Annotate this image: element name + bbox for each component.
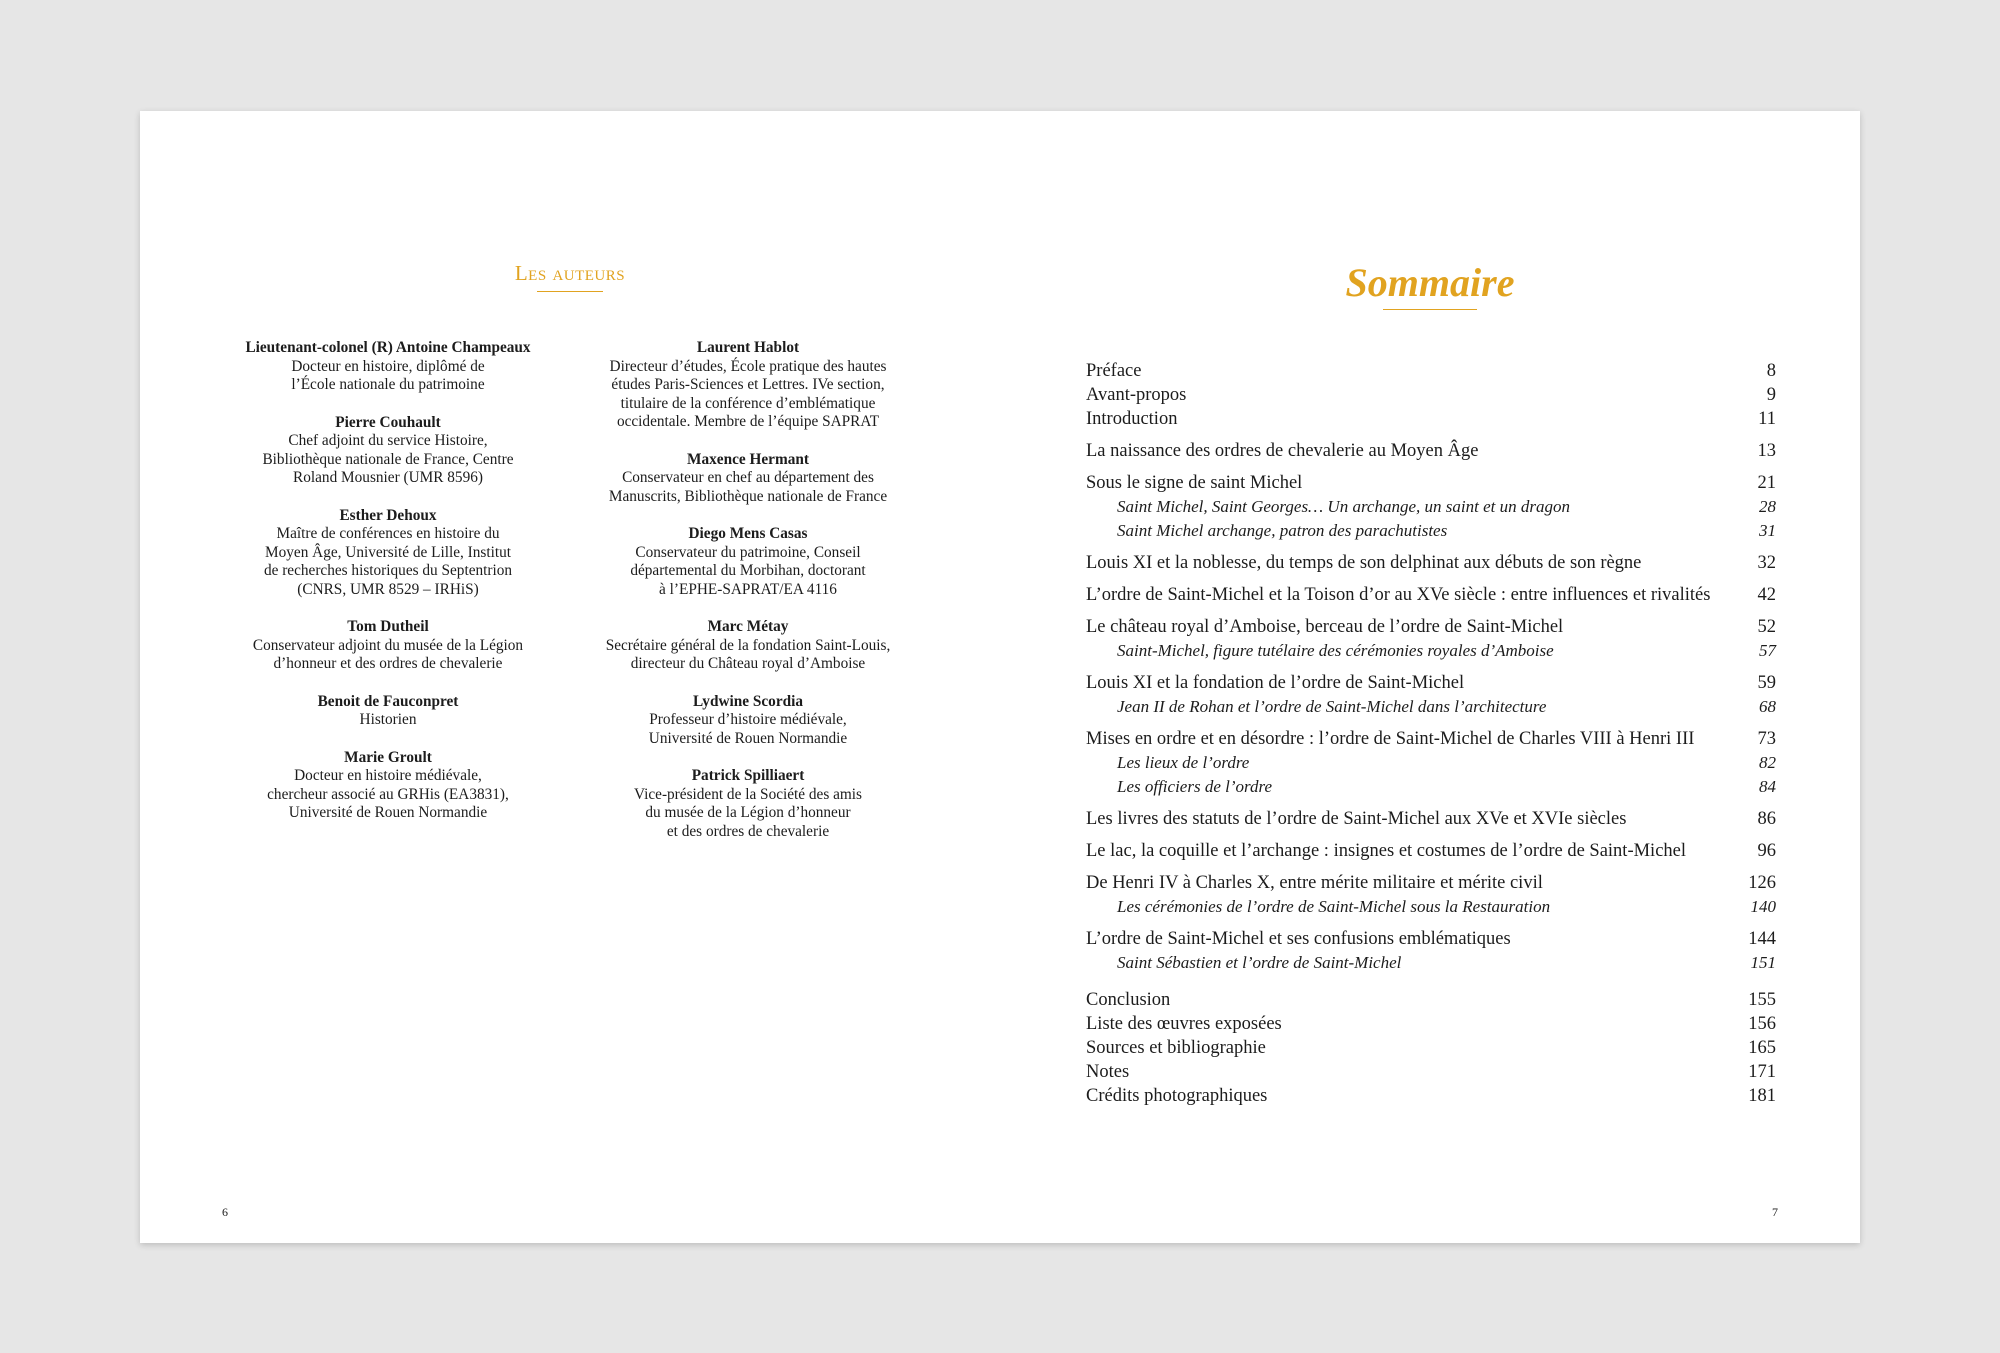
authors-column-1 — [228, 339, 548, 842]
toc-page-number: 9 — [1766, 385, 1776, 405]
author-entry — [588, 693, 908, 749]
authors-column-2 — [588, 339, 908, 860]
toc-group — [1086, 551, 1776, 575]
toc-label: Sources et bibliographie — [1086, 1038, 1266, 1058]
toc-page-number: 181 — [1748, 1086, 1776, 1106]
author-description: Historien — [359, 711, 417, 728]
toc-label: Sous le signe de saint Michel — [1086, 473, 1303, 493]
toc-entry — [1086, 1084, 1776, 1108]
toc-page-number: 28 — [1759, 497, 1776, 516]
right-page — [1000, 111, 1860, 1243]
toc-subentry — [1086, 775, 1776, 799]
author-name: Marc Métay — [707, 618, 789, 635]
toc-page-number: 31 — [1759, 521, 1776, 540]
toc-label: Crédits photographiques — [1086, 1086, 1268, 1106]
toc-page-number: 171 — [1748, 1062, 1776, 1082]
toc-label: Les lieux de l’ordre — [1117, 753, 1250, 772]
author-description: Vice-président de la Société des amis du musée de la Légion d’honneur et des ordres de chevalerie — [633, 785, 863, 840]
toc-page-number: 59 — [1757, 673, 1776, 693]
author-name: Diego Mens Casas — [688, 525, 808, 542]
toc-page-number: 155 — [1748, 990, 1776, 1010]
toc-entry — [1086, 1036, 1776, 1060]
toc-page-number: 68 — [1759, 697, 1776, 716]
toc-subentry — [1086, 695, 1776, 719]
author-entry — [228, 507, 548, 600]
author-name: Tom Dutheil — [347, 618, 429, 635]
toc-page-number: 151 — [1750, 953, 1776, 972]
author-description: Professeur d’histoire médiévale, Université de Rouen Normandie — [648, 711, 848, 747]
author-entry — [228, 414, 548, 488]
author-description: Docteur en histoire médiévale, chercheur associé au GRHis (EA3831), Université de Rouen Normandie — [267, 767, 509, 821]
toc-group — [1086, 615, 1776, 663]
toc-label: Jean II de Rohan et l’ordre de Saint-Michel dans l’architecture — [1117, 697, 1547, 716]
toc-page-number: 82 — [1759, 753, 1776, 772]
toc-label: Conclusion — [1086, 990, 1171, 1010]
author-name: Esther Dehoux — [339, 506, 437, 524]
table-of-contents — [1086, 359, 1776, 1116]
author-name: Maxence Hermant — [687, 450, 809, 468]
toc-entry — [1086, 583, 1776, 607]
toc-group — [1086, 839, 1776, 863]
toc-subentry — [1086, 639, 1776, 663]
toc-group — [1086, 927, 1776, 975]
author-entry — [228, 749, 548, 823]
toc-group — [1086, 359, 1776, 431]
author-name: Laurent Hablot — [696, 339, 800, 356]
toc-label: Liste des œuvres exposées — [1086, 1014, 1282, 1034]
toc-page-number: 21 — [1757, 473, 1776, 493]
toc-group — [1086, 471, 1776, 543]
toc-page-number: 86 — [1757, 809, 1776, 829]
author-entry — [588, 618, 908, 674]
toc-page-number: 13 — [1757, 441, 1776, 461]
toc-entry — [1086, 359, 1776, 383]
toc-label: Louis XI et la fondation de l’ordre de Saint-Michel — [1086, 673, 1465, 693]
toc-page-number: 42 — [1757, 585, 1776, 605]
author-name: Patrick Spilliaert — [691, 767, 805, 784]
toc-label: Préface — [1086, 361, 1142, 381]
author-entry — [588, 525, 908, 599]
toc-entry — [1086, 927, 1776, 951]
author-description: Docteur en histoire, diplômé de l’École nationale du patrimoine — [291, 357, 485, 393]
author-entry — [228, 618, 548, 674]
toc-label: L’ordre de Saint-Michel et ses confusions emblématiques — [1086, 929, 1511, 949]
toc-page-number: 156 — [1748, 1014, 1776, 1034]
toc-entry — [1086, 439, 1776, 463]
author-name: Lieutenant-colonel (R) Antoine Champeaux — [245, 339, 531, 356]
author-name: Pierre Couhault — [335, 413, 441, 431]
toc-entry — [1086, 988, 1776, 1012]
toc-entry — [1086, 1012, 1776, 1036]
toc-page-number: 165 — [1748, 1038, 1776, 1058]
author-description: Chef adjoint du service Histoire, Bibliothèque nationale de France, Centre Roland Mousnier (UMR 8596) — [262, 432, 514, 486]
toc-entry — [1086, 871, 1776, 895]
toc-entry — [1086, 671, 1776, 695]
toc-group — [1086, 583, 1776, 607]
toc-entry — [1086, 727, 1776, 751]
author-entry — [228, 339, 548, 395]
toc-subentry — [1086, 751, 1776, 775]
page-number-right: 7 — [1772, 1205, 1778, 1219]
toc-group — [1086, 439, 1776, 463]
author-entry — [588, 767, 908, 841]
toc-label: Les livres des statuts de l’ordre de Saint-Michel aux XVe et XVIe siècles — [1086, 809, 1627, 829]
author-description: Secrétaire général de la fondation Saint-Louis, directeur du Château royal d’Amboise — [605, 636, 891, 672]
toc-label: Saint Sébastien et l’ordre de Saint-Michel — [1117, 953, 1402, 972]
toc-label: Les officiers de l’ordre — [1117, 777, 1273, 796]
toc-page-number: 84 — [1759, 777, 1776, 796]
toc-label: Mises en ordre et en désordre : l’ordre de Saint-Michel de Charles VIII à Henri III — [1086, 729, 1695, 749]
toc-label: L’ordre de Saint-Michel et la Toison d’or au XVe siècle : entre influences et rivalités — [1086, 585, 1711, 605]
author-description: Conservateur en chef au département des Manuscrits, Bibliothèque nationale de France — [608, 469, 888, 505]
toc-label: Le château royal d’Amboise, berceau de l’ordre de Saint-Michel — [1086, 617, 1564, 637]
toc-page-number: 73 — [1757, 729, 1776, 749]
author-entry — [588, 451, 908, 507]
toc-page-number: 8 — [1766, 361, 1776, 381]
toc-subentry — [1086, 495, 1776, 519]
toc-group — [1086, 671, 1776, 719]
author-entry — [588, 339, 908, 432]
toc-label: Les cérémonies de l’ordre de Saint-Michel sous la Restauration — [1117, 897, 1551, 916]
toc-entry — [1086, 839, 1776, 863]
author-entry — [228, 693, 548, 730]
toc-page-number: 57 — [1759, 641, 1776, 660]
toc-entry — [1086, 807, 1776, 831]
author-name: Lydwine Scordia — [692, 692, 804, 710]
toc-page-number: 32 — [1757, 553, 1776, 573]
toc-group — [1086, 871, 1776, 919]
toc-label: Saint Michel archange, patron des parachutistes — [1117, 521, 1448, 540]
toc-entry — [1086, 615, 1776, 639]
toc-entry — [1086, 1060, 1776, 1084]
toc-label: Saint Michel, Saint Georges… Un archange, un saint et un dragon — [1117, 497, 1570, 516]
toc-subentry — [1086, 895, 1776, 919]
book-spread — [140, 111, 1860, 1243]
toc-entry — [1086, 383, 1776, 407]
toc-page-number: 126 — [1748, 873, 1776, 893]
toc-group — [1086, 807, 1776, 831]
toc-label: Notes — [1086, 1062, 1130, 1082]
authors-heading: Les auteurs — [140, 261, 1000, 292]
toc-label: Saint-Michel, figure tutélaire des cérémonies royales d’Amboise — [1117, 641, 1554, 660]
author-description: Conservateur adjoint du musée de la Légion d’honneur et des ordres de chevalerie — [252, 636, 524, 672]
toc-page-number: 96 — [1757, 841, 1776, 861]
page-number-left: 6 — [222, 1205, 228, 1219]
toc-label: De Henri IV à Charles X, entre mérite militaire et mérite civil — [1086, 873, 1543, 893]
toc-group — [1086, 988, 1776, 1108]
toc-label: Le lac, la coquille et l’archange : insignes et costumes de l’ordre de Saint-Michel — [1086, 841, 1687, 861]
toc-page-number: 144 — [1748, 929, 1776, 949]
toc-page-number: 11 — [1758, 409, 1776, 429]
author-description: Conservateur du patrimoine, Conseil départemental du Morbihan, doctorant à l’EPHE-SAPRAT/EA 4116 — [630, 543, 866, 598]
toc-page-number: 52 — [1757, 617, 1776, 637]
toc-entry — [1086, 407, 1776, 431]
toc-entry — [1086, 551, 1776, 575]
toc-entry — [1086, 471, 1776, 495]
author-name: Marie Groult — [344, 748, 432, 766]
summary-heading: Sommaire — [1000, 259, 1860, 310]
toc-label: Avant-propos — [1086, 385, 1187, 405]
toc-label: Louis XI et la noblesse, du temps de son delphinat aux débuts de son règne — [1086, 553, 1642, 573]
toc-label: Introduction — [1086, 409, 1178, 429]
toc-page-number: 140 — [1750, 897, 1776, 916]
left-page — [140, 111, 1000, 1243]
toc-group — [1086, 727, 1776, 799]
author-name: Benoit de Fauconpret — [317, 692, 459, 710]
toc-label: La naissance des ordres de chevalerie au Moyen Âge — [1086, 441, 1479, 461]
toc-subentry — [1086, 951, 1776, 975]
author-description: Maître de conférences en histoire du Moyen Âge, Université de Lille, Institut de recherches historiques du Septentrion (CNRS, UMR 8529 – IRHiS) — [263, 525, 513, 598]
toc-subentry — [1086, 519, 1776, 543]
author-description: Directeur d’études, École pratique des hautes études Paris-Sciences et Lettres. IVe section, titulaire de la conférence d’emblématique occidentale. Membre de l’équipe SAPRAT — [609, 357, 887, 430]
